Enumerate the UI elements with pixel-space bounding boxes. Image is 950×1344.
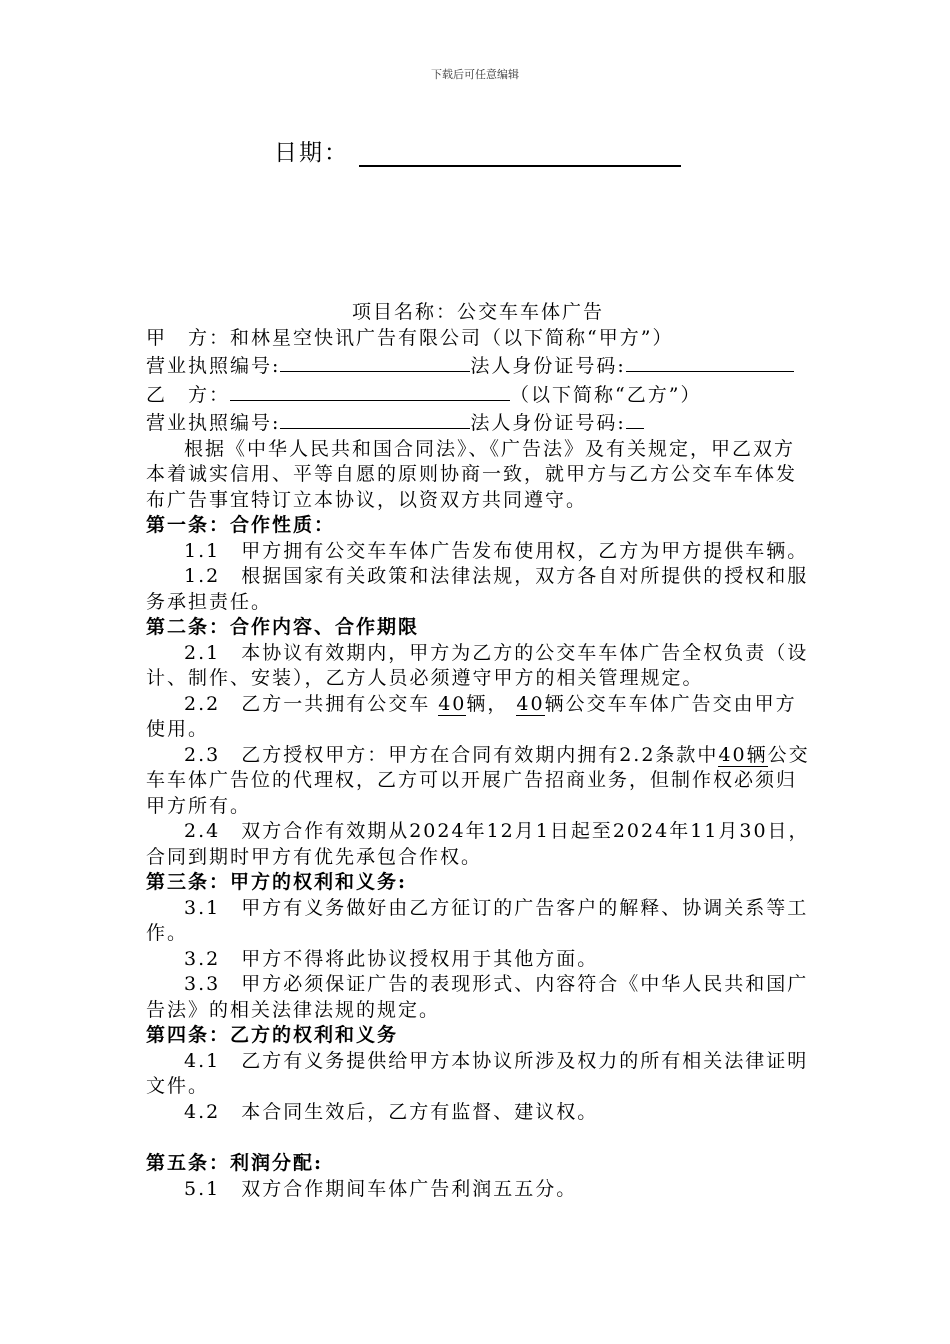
date-line — [274, 134, 681, 167]
clause-4-2: 4.2 本合同生效后，乙方有监督、建议权。 — [184, 1100, 599, 1123]
clause-4-1: 4.1 乙方有义务提供给甲方本协议所涉及权力的所有相关法律证明文件。 — [146, 1049, 809, 1097]
party-b-license-line — [146, 408, 810, 437]
clause-3-2: 3.2 甲方不得将此协议授权用于其他方面。 — [184, 947, 599, 970]
project-title: 项目名称：公交车车体广告 — [351, 301, 604, 323]
party-b-license-label: 营业执照编号: — [146, 412, 281, 434]
clause-1-1: 1.1 甲方拥有公交车车体广告发布使用权，乙方为甲方提供车辆。 — [184, 539, 809, 562]
party-b-suffix: （以下简称“乙方”） — [510, 383, 702, 406]
clause-3-1: 3.1 甲方有义务做好由乙方征订的广告客户的解释、协调关系等工作。 — [146, 896, 809, 944]
clause-2-3-text-b: 公交车车体广告位的代理权，乙方可以开展广告招商业务，但制作权必须归甲方所有。 — [146, 743, 810, 817]
party-b-id-label: 法人身份证号码: — [470, 412, 626, 434]
article-3-title: 第三条：甲方的权利和义务: — [146, 871, 408, 893]
clause-2-3 — [146, 743, 810, 820]
clause-2-1: 2.1 本协议有效期内，甲方为乙方的公交车车体广告全权负责（设计、制作、安装），乙方人员必须遵守甲方的相关管理规定。 — [146, 641, 809, 689]
clause-2-2-count-1: 40 — [438, 692, 467, 715]
clause-5-1: 5.1 双方合作期间车体广告利润五五分。 — [184, 1177, 578, 1200]
clause-2-2 — [146, 692, 810, 743]
clause-2-2-text-b: 辆， — [466, 692, 509, 715]
clause-2-2-text-c: 辆公交车车体广告交由甲方使用。 — [146, 692, 797, 740]
date-label: 日期： — [274, 140, 349, 166]
contract-body — [146, 300, 810, 1202]
spacer — [146, 1125, 810, 1151]
party-a-name: 和林星空快讯广告有限公司（以下简称“甲方”） — [230, 326, 674, 349]
clause-2-4: 2.4 双方合作有效期从2024年12月1日起至2024年11月30日，合同到期时甲方有优先承包合作权。 — [146, 820, 810, 868]
party-a-line — [146, 326, 810, 352]
clause-2-2-text-a: 2.2 乙方一共拥有公交车 — [184, 692, 431, 715]
clause-1-2: 1.2 根据国家有关政策和法律法规，双方各自对所提供的授权和服务承担责任。 — [146, 565, 809, 613]
header-note: 下载后可任意编辑 — [431, 68, 519, 81]
party-a-license-label: 营业执照编号: — [146, 355, 281, 377]
party-a-license-line — [146, 351, 810, 380]
party-b-name-blank — [230, 380, 510, 401]
article-1-title: 第一条：合作性质： — [146, 514, 336, 536]
article-4-title: 第四条：乙方的权利和义务 — [146, 1024, 399, 1046]
clause-2-2-count-2: 40 — [516, 692, 545, 715]
party-b-label: 乙 方： — [146, 383, 231, 406]
clause-3-3: 3.3 甲方必须保证广告的表现形式、内容符合《中华人民共和国广告法》的相关法律法规的规定。 — [146, 973, 809, 1021]
article-2-title: 第二条：合作内容、合作期限 — [146, 616, 420, 638]
article-5-title: 第五条：利润分配: — [146, 1152, 324, 1174]
date-blank — [359, 139, 681, 167]
preamble: 根据《中华人民共和国合同法》、《广告法》及有关规定，甲乙双方本着诚实信用、平等自愿的原则协商一致，就甲方与乙方公交车车体发布广告事宜特订立本协议，以资双方共同遵守。 — [146, 437, 798, 511]
party-a-id-label: 法人身份证号码: — [470, 355, 626, 377]
party-b-line — [146, 380, 810, 409]
party-a-label: 甲 方： — [146, 326, 231, 349]
party-a-license-blank — [280, 351, 470, 372]
clause-2-3-text-a: 2.3 乙方授权甲方：甲方在合同有效期内拥有2.2条款中 — [184, 743, 719, 766]
party-a-id-blank — [626, 351, 794, 372]
party-b-license-blank — [280, 408, 470, 429]
clause-2-3-count: 40辆 — [718, 743, 768, 766]
party-b-id-blank — [626, 408, 644, 429]
